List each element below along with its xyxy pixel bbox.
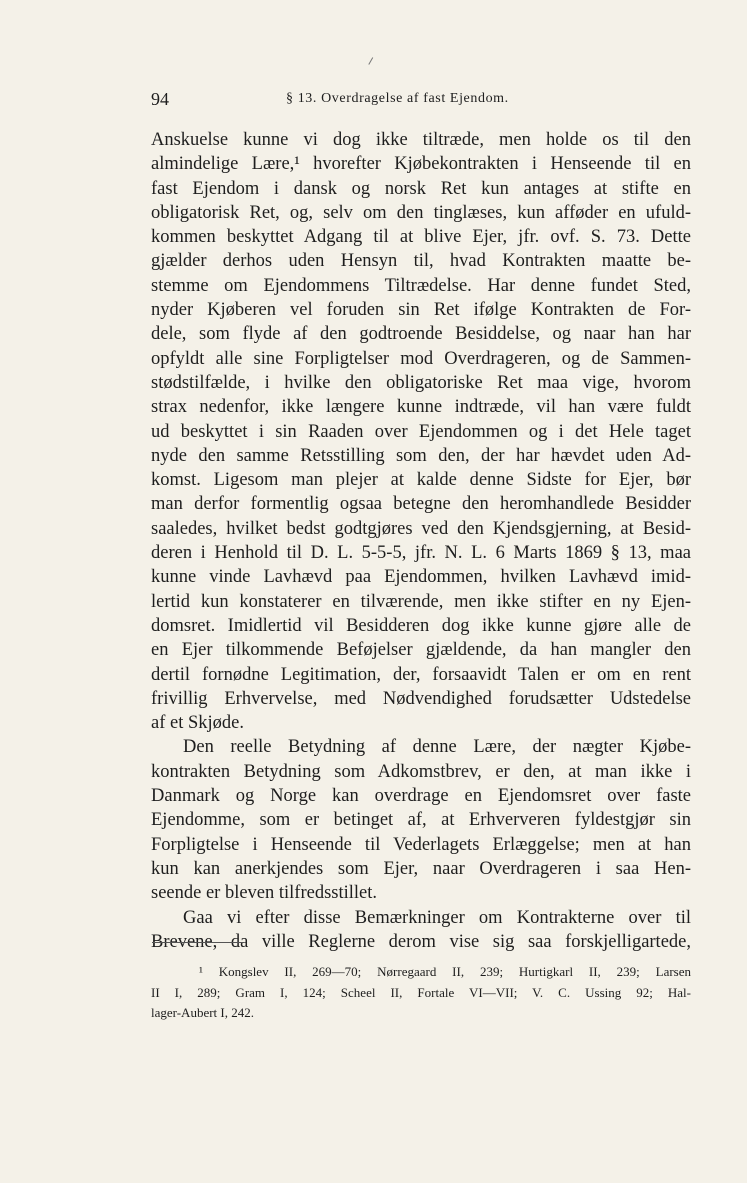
text-line: dele, som flyde af den godtroende Besiddelse, og naar han har — [151, 324, 691, 345]
text-line: nyde den samme Retsstilling som den, der har hævdet uden Ad- — [151, 445, 691, 466]
text-line: seende er bleven tilfredsstillet. — [151, 883, 378, 904]
running-head: § 13. Overdragelse af fast Ejendom. — [286, 91, 509, 106]
footnote — [151, 962, 691, 1024]
text-line: kommen beskyttet Adgang til at blive Ejer, jfr. ovf. S. 73. Dette — [151, 227, 691, 248]
text-line: Anskuelse kunne vi dog ikke tiltræde, men holde os til den — [151, 130, 691, 150]
footnote-line: ¹ Kongslev II, 269—70; Nørregaard II, 239; Hurtigkarl II, 239; Larsen — [199, 964, 691, 979]
text-line: stødstilfælde, i hvilke den obligatoriske Ret maa vige, hvorom — [151, 372, 691, 393]
page-number: 94 — [151, 89, 169, 109]
text-line: Ejendomme, som er betinget af, at Erhververen fyldestgjør sin — [151, 810, 691, 831]
text-line: nyder Kjøberen vel foruden sin Ret ifølge Kontrakten de For- — [151, 300, 691, 321]
text-line: af et Skjøde. — [151, 713, 244, 734]
text-line: en Ejer tilkommende Beføjelser gjældende, da han mangler den — [151, 640, 691, 661]
text-line: obligatorisk Ret, og, selv om den tinglæses, kun afføder en ufuld- — [151, 202, 691, 223]
text-line: lertid kun konstaterer en tilværende, men ikke stifter en ny Ejen- — [151, 591, 691, 612]
text-line: kunne vinde Lavhævd paa Ejendommen, hvilken Lavhævd imid- — [151, 567, 691, 588]
text-line: strax nedenfor, ikke længere kunne indtræde, vil han være fuldt — [151, 397, 691, 418]
text-line: gjælder derhos uden Hensyn til, hvad Kontrakten maatte be- — [151, 251, 691, 272]
text-line: Brevene, da ville Reglerne derom vise sig saa forskjelligartede, — [151, 931, 691, 952]
text-line: domsret. Imidlertid vil Besidderen dog ikke kunne gjøre alle de — [151, 615, 691, 636]
footnote-line: lager-Aubert I, 242. — [151, 1005, 254, 1020]
footnote-divider — [152, 942, 244, 943]
paragraph-start-line: Den reelle Betydning af denne Lære, der nægter Kjøbe- — [183, 737, 691, 758]
text-line: man derfor formentlig ogsaa betegne den heromhandlede Besidder — [151, 494, 691, 515]
text-line: stemme om Ejendommens Tiltrædelse. Har denne fundet Sted, — [151, 275, 691, 296]
text-line: deren i Henhold til D. L. 5-5-5, jfr. N. L. 6 Marts 1869 § 13, maa — [151, 543, 691, 564]
text-line: kun kan anerkjendes som Ejer, naar Overdrageren i saa Hen- — [151, 858, 691, 879]
text-line: ud beskyttet i sin Raaden over Ejendommen og i det Hele taget — [151, 421, 691, 442]
text-line: kontrakten Betydning som Adkomstbrev, er den, at man ikke i — [151, 761, 691, 782]
text-line: opfyldt alle sine Forpligtelser mod Overdrageren, og de Sammen- — [151, 348, 691, 369]
pencil-mark — [368, 57, 376, 66]
text-line: Danmark og Norge kan overdrage en Ejendomsret over faste — [151, 786, 691, 807]
text-line: frivillig Erhvervelse, med Nødvendighed forudsætter Udstedelse — [151, 688, 691, 709]
footnote-line: II I, 289; Gram I, 124; Scheel II, Fortale VI—VII; V. C. Ussing 92; Hal- — [151, 984, 691, 1000]
text-line: Forpligtelse i Henseende til Vederlagets Erlæggelse; men at han — [151, 834, 691, 855]
text-line: dertil fornødne Legitimation, der, forsaavidt Talen er om en rent — [151, 664, 691, 685]
paragraph-start-line: Gaa vi efter disse Bemærkninger om Kontrakterne over til — [183, 907, 691, 928]
body-text — [151, 128, 691, 954]
page-header — [151, 89, 691, 113]
text-line: fast Ejendom i dansk og norsk Ret kun antages at stifte en — [151, 178, 691, 199]
text-line: saaledes, hvilket bedst godtgjøres ved den Kjendsgjerning, at Besid- — [151, 518, 691, 539]
text-line: almindelige Lære,¹ hvorefter Kjøbekontrakten i Henseende til en — [151, 154, 691, 175]
text-line: komst. Ligesom man plejer at kalde denne Sidste for Ejer, bør — [151, 470, 691, 491]
